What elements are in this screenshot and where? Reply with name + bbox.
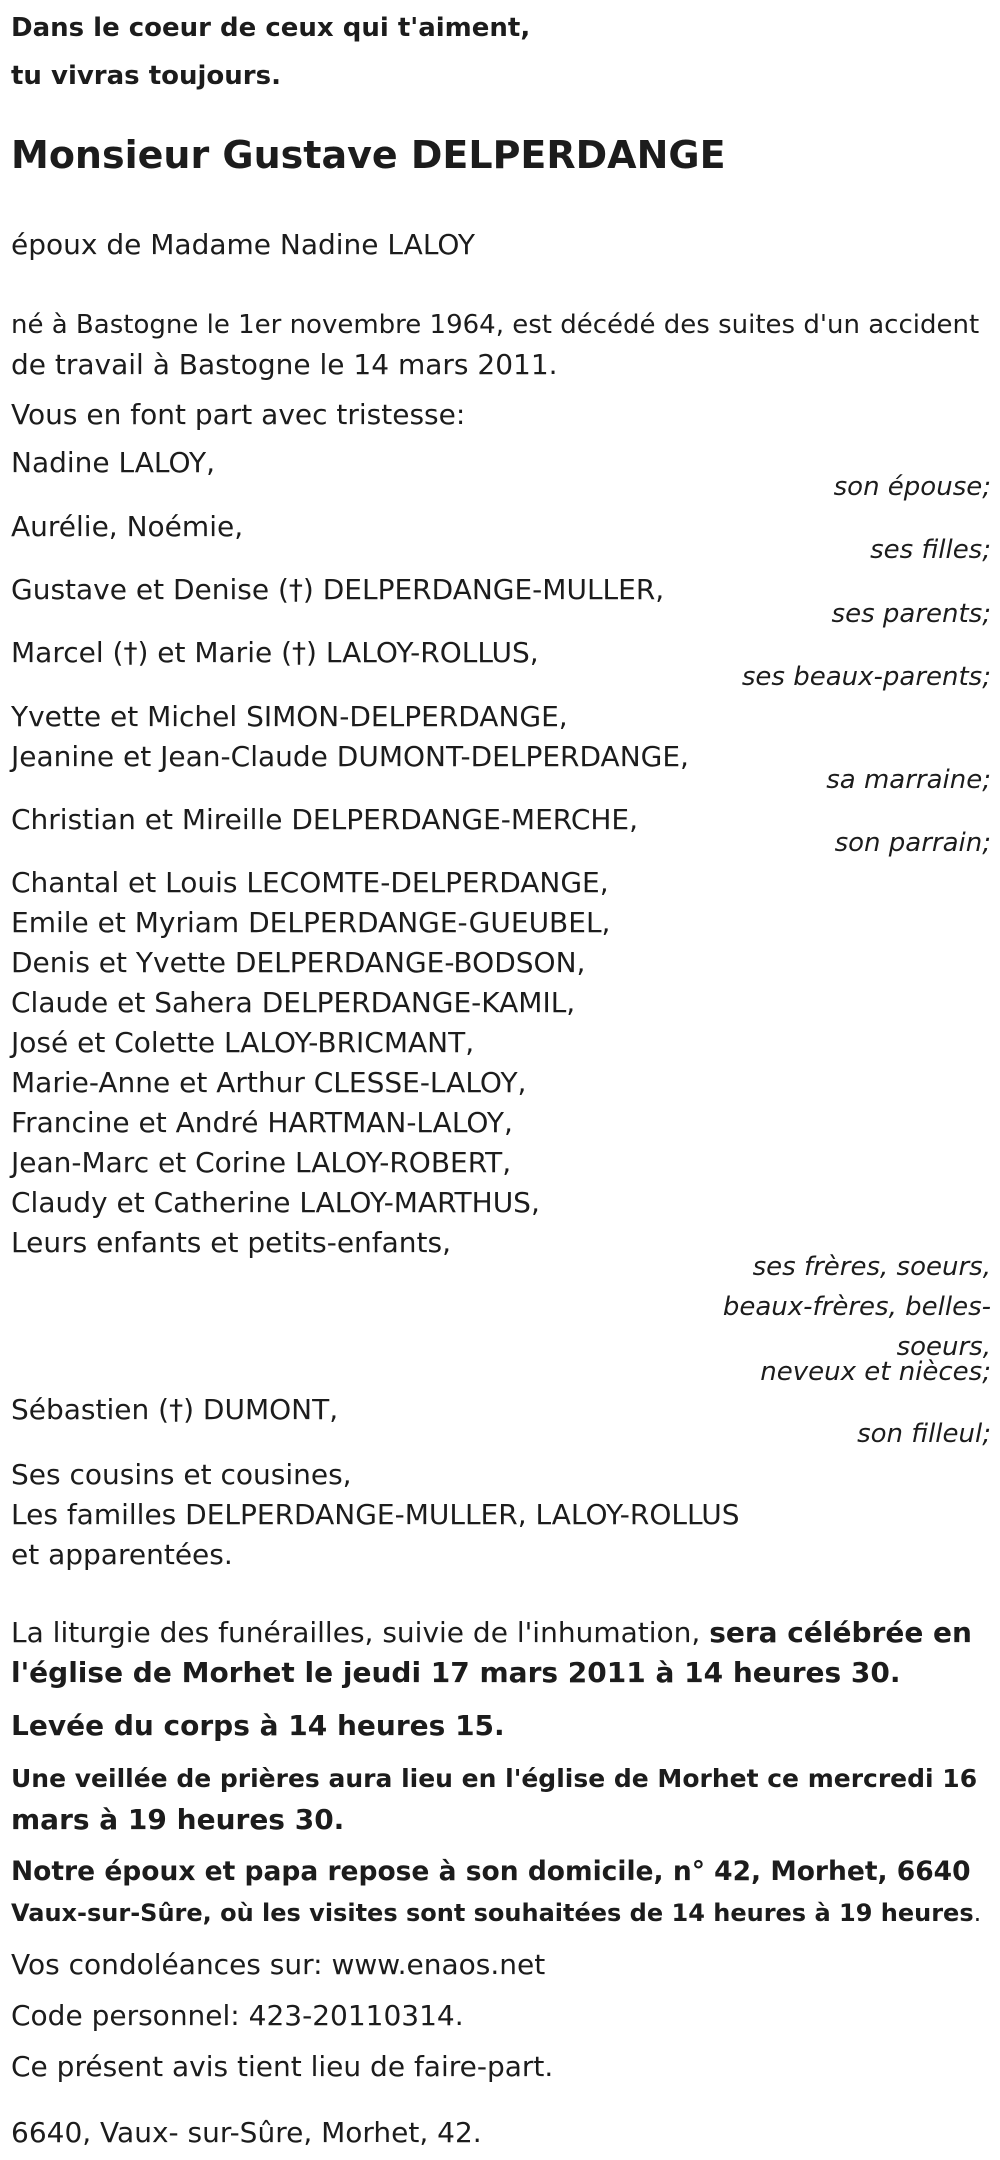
personal-code: Code personnel: 423-20110314. xyxy=(11,1999,464,2032)
family-line: Nadine LALOY, xyxy=(11,446,216,479)
family-line: Yvette et Michel SIMON-DELPERDANGE, xyxy=(11,700,568,733)
deceased-name: Monsieur Gustave DELPERDANGE xyxy=(11,133,726,177)
family-line: Chantal et Louis LECOMTE-DELPERDANGE, xyxy=(11,866,609,899)
body-lifting: Levée du corps à 14 heures 15. xyxy=(11,1709,505,1742)
condolences-line: Vos condoléances sur: www.enaos.net xyxy=(11,1948,546,1981)
notice-line: Ce présent avis tient lieu de faire-part. xyxy=(11,2050,554,2083)
relationship-role: son épouse; xyxy=(833,472,991,502)
birth-death-line-2: de travail à Bastogne le 14 mars 2011. xyxy=(11,348,558,381)
liturgy-line-1 xyxy=(11,1613,972,1653)
family-line: Les familles DELPERDANGE-MULLER, LALOY-ROLLUS xyxy=(11,1498,740,1531)
family-line: Leurs enfants et petits-enfants, xyxy=(11,1226,452,1259)
family-line: Ses cousins et cousines, xyxy=(11,1458,352,1491)
family-line: Jean-Marc et Corine LALOY-ROBERT, xyxy=(11,1146,512,1179)
family-line: Sébastien (†) DUMONT, xyxy=(11,1393,339,1426)
motto-line-2: tu vivras toujours. xyxy=(11,61,281,91)
motto-line-1: Dans le coeur de ceux qui t'aiment, xyxy=(11,13,531,43)
family-line: Francine et André HARTMAN-LALOY, xyxy=(11,1106,513,1139)
relationship-role: soeurs, xyxy=(896,1332,991,1362)
liturgy-line-2: l'église de Morhet le jeudi 17 mars 2011 à 14 heures 30. xyxy=(11,1656,901,1689)
relationship-role: son parrain; xyxy=(834,828,991,858)
relationship-role: neveux et nièces; xyxy=(760,1357,991,1387)
family-line: Emile et Myriam DELPERDANGE-GUEUBEL, xyxy=(11,906,611,939)
relationship-role: sa marraine; xyxy=(826,765,991,795)
rest-period: . xyxy=(973,1899,982,1927)
vigil-line-1: Une veillée de prières aura lieu en l'église de Morhet ce mercredi 16 xyxy=(11,1764,978,1793)
relationship-role: ses frères, soeurs, xyxy=(752,1252,991,1282)
relationship-role: ses beaux-parents; xyxy=(741,662,991,692)
family-line: Marie-Anne et Arthur CLESSE-LALOY, xyxy=(11,1066,527,1099)
rest-line-1: Notre époux et papa repose à son domicile, n° 42, Morhet, 6640 xyxy=(11,1856,971,1887)
relationship-role: ses filles; xyxy=(870,535,991,565)
family-line: Denis et Yvette DELPERDANGE-BODSON, xyxy=(11,946,586,979)
family-line: Aurélie, Noémie, xyxy=(11,510,244,543)
family-line: Christian et Mireille DELPERDANGE-MERCHE, xyxy=(11,803,639,836)
relationship-role: ses parents; xyxy=(831,599,991,629)
family-line: Marcel (†) et Marie (†) LALOY-ROLLUS, xyxy=(11,636,539,669)
liturgy-location: sera célébrée en xyxy=(709,1616,972,1649)
birth-death-line-1: né à Bastogne le 1er novembre 1964, est décédé des suites d'un accident xyxy=(11,310,980,340)
family-line: Jeanine et Jean-Claude DUMONT-DELPERDANGE, xyxy=(11,740,689,773)
family-line: José et Colette LALOY-BRICMANT, xyxy=(11,1026,475,1059)
relationship-role: beaux-frères, belles- xyxy=(722,1292,991,1322)
family-line: et apparentées. xyxy=(11,1538,233,1571)
family-line: Claude et Sahera DELPERDANGE-KAMIL, xyxy=(11,986,576,1019)
liturgy-text: La liturgie des funérailles, suivie de l'inhumation, xyxy=(11,1616,710,1649)
address-line: 6640, Vaux- sur-Sûre, Morhet, 42. xyxy=(11,2116,482,2149)
family-line: Gustave et Denise (†) DELPERDANGE-MULLER, xyxy=(11,573,665,606)
family-line: Claudy et Catherine LALOY-MARTHUS, xyxy=(11,1186,540,1219)
spouse-line: époux de Madame Nadine LALOY xyxy=(11,228,476,261)
vigil-line-2: mars à 19 heures 30. xyxy=(11,1803,345,1836)
rest-text: Vaux-sur-Sûre, où les visites sont souhaitées de 14 heures à 19 heures xyxy=(11,1899,974,1927)
rest-line-2 xyxy=(11,1893,981,1933)
relationship-role: son filleul; xyxy=(857,1419,991,1449)
announcement-intro: Vous en font part avec tristesse: xyxy=(11,398,466,431)
